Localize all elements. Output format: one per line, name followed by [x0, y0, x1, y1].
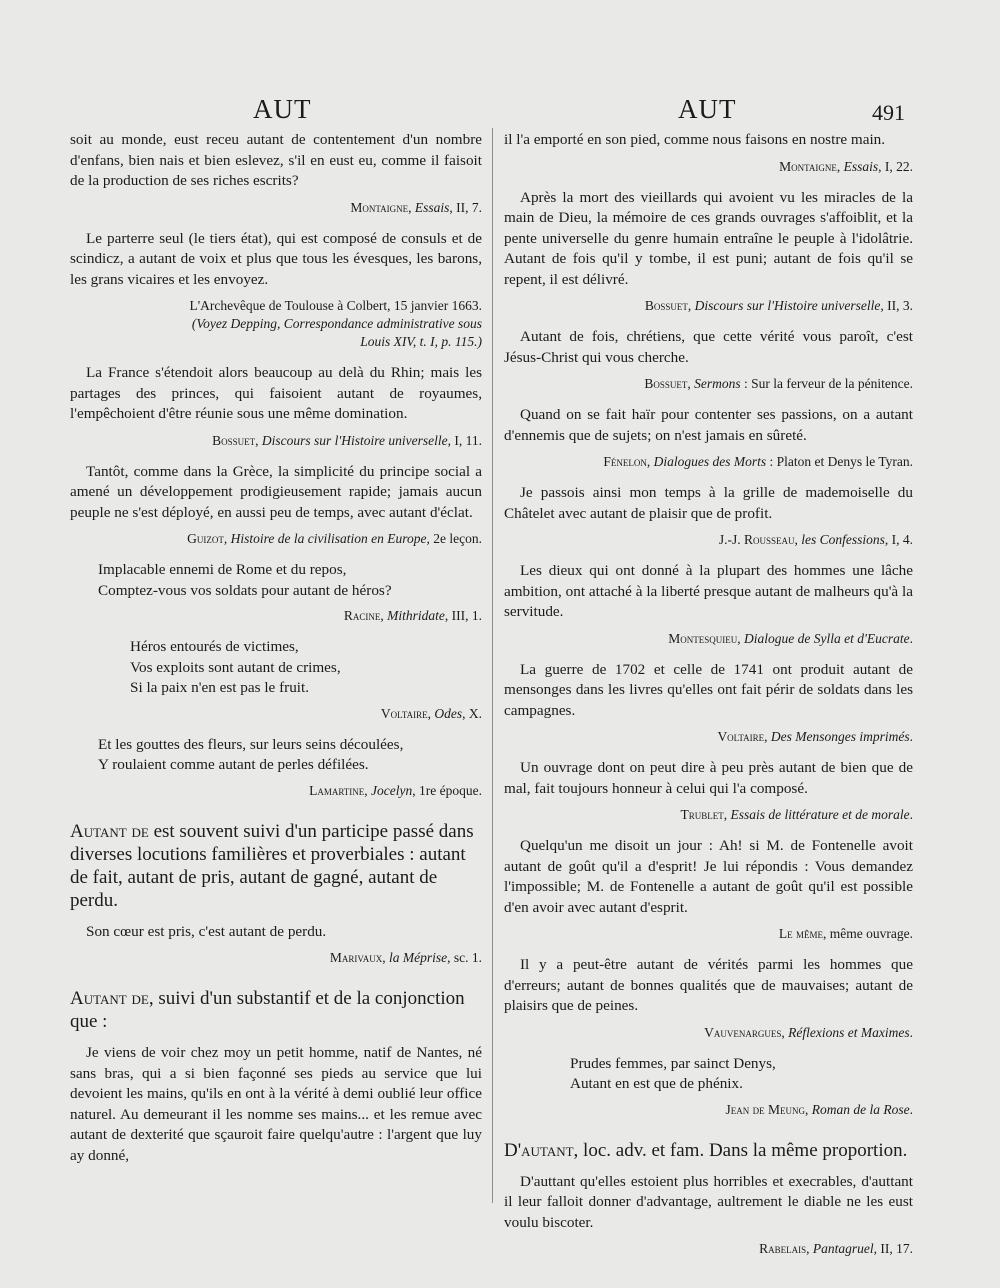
quotation: La guerre de 1702 et celle de 1741 ont produit autant de mensonges dans les livres qu'elles ont fait périr de soldats dans les campagnes.	[504, 660, 913, 719]
verse-line: Autant en est que de phénix.	[570, 1075, 743, 1092]
citation-work: Roman de la Rose	[811, 1101, 910, 1117]
citation: Voltaire, Odes, X.	[380, 705, 482, 721]
left-column	[70, 130, 482, 1173]
citation-author: Montaigne	[350, 199, 409, 215]
running-head-right: AUT	[678, 94, 737, 124]
citation-line: L'Archevêque de Toulouse à Colbert, 15 janvier 1663.	[189, 298, 482, 313]
quotation: D'auttant qu'elles estoient plus horribles et execrables, d'auttant il leur falloit donner d'advantage, aultrement le diable ne les eust voulu biscoter.	[504, 1172, 913, 1231]
citation-work: Pantagruel	[812, 1241, 874, 1256]
citation-author: Voltaire	[380, 705, 428, 721]
citation: Guizot, Histoire de la civilisation en Europe, 2e leçon.	[187, 531, 482, 546]
citation-work: Essais de littérature et de morale	[730, 807, 910, 822]
citation: Lamartine, Jocelyn, 1re époque.	[309, 782, 482, 798]
citation-author: Vauvenargues	[704, 1024, 782, 1040]
citation: Vauvenargues, Réflexions et Maximes.	[704, 1024, 913, 1040]
citation-work: Jocelyn	[371, 782, 413, 798]
citation: Marivaux, la Méprise, sc. 1.	[329, 950, 482, 965]
citation-author: Racine	[343, 608, 381, 623]
citation-author: Guizot	[187, 531, 224, 546]
citation: Fénelon, Dialogues des Morts : Platon et Denys le Tyran.	[603, 454, 913, 469]
citation-author: Bossuet	[644, 298, 688, 313]
citation	[70, 297, 482, 351]
citation-line: (Voyez Depping, Correspondance administrative sous	[191, 316, 482, 331]
verse-line: Vos exploits sont autant de crimes,	[130, 658, 341, 676]
citation-ref: , II, 17.	[873, 1241, 913, 1256]
citation-ref: .	[909, 807, 913, 822]
citation: Racine, Mithridate, III, 1.	[343, 608, 482, 623]
citation-work: la Méprise	[389, 950, 448, 965]
usage-heading	[70, 820, 482, 912]
quotation: Quand on se fait haïr pour contenter ses passions, on a autant d'ennemis que de sujets; on n'est jamais en sûreté.	[504, 406, 913, 444]
citation-work: Odes	[434, 705, 463, 721]
quotation: La France s'étendoit alors beaucoup au delà du Rhin; mais les partages des princes, qui faisoient autant de royaumes, l'empêchoient d'être réunie sous une même domination.	[70, 364, 482, 422]
citation-work: Histoire de la civilisation en Europe	[230, 531, 427, 546]
citation-ref: .	[909, 630, 913, 646]
column-divider	[492, 128, 493, 1203]
usage-note: , suivi d'un substantif et de la conjonction que :	[70, 988, 465, 1032]
headword: D'autant	[504, 1139, 574, 1161]
citation-author: Montesquieu	[668, 630, 738, 646]
quotation: Tantôt, comme dans la Grèce, la simplicité du principe social a amené un développement prodigieusement rapide; jamais aucun peuple ne s'est déployé, en aussi peu de temps, avec autant d'éclat.	[70, 462, 482, 521]
verse-quotation	[70, 735, 482, 776]
citation-ref: .	[909, 1101, 913, 1117]
usage-heading	[70, 987, 482, 1033]
citation: Voltaire, Des Mensonges imprimés.	[717, 729, 913, 744]
citation-work: Dialogue de Sylla et d'Eucrate	[744, 630, 910, 646]
citation-author: Lamartine	[309, 782, 365, 798]
running-head-left: AUT	[253, 94, 312, 124]
quotation: Le parterre seul (le tiers état), qui est composé de consuls et de scindicz, a autant de voix et plus que tous les évesques, les barons, les grans vicaires et les envoyez.	[70, 229, 482, 288]
citation-ref: , I, 11.	[447, 432, 482, 448]
citation-ref: , même ouvrage.	[823, 926, 913, 941]
page-number: 491	[872, 100, 905, 125]
citation-ref: , II, 7.	[449, 199, 482, 215]
citation: J.-J. Rousseau, les Confessions, I, 4.	[718, 532, 913, 547]
citation: Rabelais, Pantagruel, II, 17.	[759, 1241, 913, 1256]
citation-ref: , I, 22.	[878, 158, 913, 174]
citation-author: Bossuet	[212, 432, 256, 448]
verse-quotation	[504, 1054, 913, 1095]
citation-ref: , sc. 1.	[447, 950, 482, 965]
citation-work: Sermons	[694, 376, 741, 391]
citation-author: Le même	[778, 926, 824, 941]
quotation: soit au monde, eust receu autant de contentement d'un nombre d'enfans, bien nais et bien eslevez, s'il en eust eu, comme il faisoit de la production de ses riches escrits?	[70, 131, 482, 189]
citation-ref: , 2e leçon.	[426, 531, 482, 546]
citation-work: Réflexions et Maximes	[788, 1024, 910, 1040]
usage-note: , loc. adv. et fam. Dans la même proportion.	[573, 1139, 908, 1161]
citation-author: Bossuet	[644, 376, 688, 391]
citation-work: Mithridate	[387, 608, 445, 623]
citation	[504, 925, 913, 943]
citation-ref: : Sur la ferveur de la pénitence.	[740, 376, 913, 391]
citation: Trublet, Essais de littérature et de morale.	[680, 807, 913, 822]
headword: Autant de	[70, 820, 149, 842]
quotation: Son cœur est pris, c'est autant de perdu.	[86, 922, 327, 940]
citation-line: Louis XIV, t. I, p. 115.)	[360, 334, 482, 349]
citation: Bossuet, Discours sur l'Histoire universelle, I, 11.	[212, 432, 482, 448]
verse-line: Héros entourés de victimes,	[130, 638, 299, 655]
citation-ref: , I, 4.	[884, 532, 913, 547]
quotation: il l'a emporté en son pied, comme nous faisons en nostre main.	[504, 131, 886, 148]
citation-work: Essais	[414, 199, 450, 215]
citation-ref: .	[909, 1024, 913, 1040]
right-column	[504, 130, 913, 1270]
citation-author: Jean de Meung	[725, 1101, 806, 1117]
verse-line: Et les gouttes des fleurs, sur leurs seins découlées,	[98, 735, 404, 753]
quotation: Les dieux qui ont donné à la plupart des hommes une lâche ambition, ont attaché à la liberté presque autant de malheurs qu'à la servitude.	[504, 562, 913, 620]
quotation: Autant de fois, chrétiens, que cette vérité vous paroît, c'est Jésus-Christ qui vous cherche.	[504, 328, 913, 366]
citation-author: Voltaire	[717, 729, 765, 744]
quotation: Je viens de voir chez moy un petit homme, natif de Nantes, né sans bras, qui a si bien façonné ses pieds au service que lui devoient les mains, qu'ils en ont à la vérité à demi oublié leur office naturel. Au demeurant il les nomme ses mains... et les remue avec autant de dexterité que sçauroit faire quelqu'autre : l'argent que luy ay donné,	[70, 1044, 482, 1164]
verse-line: Si la paix n'en est pas le fruit.	[130, 679, 310, 696]
citation-ref: , II, 3.	[880, 298, 913, 313]
quotation: Un ouvrage dont on peut dire à peu près autant de bien que de mal, fait toujours honneur à celui qui l'a composé.	[504, 759, 913, 797]
citation-ref: , 1re époque.	[412, 782, 482, 798]
citation-author: Trublet	[680, 807, 724, 822]
citation-ref: .	[909, 729, 913, 744]
citation-ref: , X.	[462, 705, 482, 721]
citation-ref: : Platon et Denys le Tyran.	[766, 454, 913, 469]
citation-work: Discours sur l'Histoire universelle	[261, 432, 448, 448]
quotation: Je passois ainsi mon temps à la grille de mademoiselle du Châtelet avec autant de plaisir que de profit.	[504, 484, 913, 522]
headword: Autant de	[70, 988, 149, 1009]
citation: Montaigne, Essais, II, 7.	[350, 199, 482, 215]
verse-line: Prudes femmes, par sainct Denys,	[570, 1054, 776, 1072]
usage-note: est souvent suivi d'un participe passé dans diverses locutions familières et proverbiales : autant de fait, autant de pris, autant de gagné, autant de perdu.	[70, 820, 474, 911]
citation-work: Discours sur l'Histoire universelle	[694, 298, 881, 313]
citation: Jean de Meung, Roman de la Rose.	[725, 1101, 913, 1117]
citation-work: les Confessions	[801, 532, 885, 547]
verse-quotation	[70, 637, 482, 699]
citation-author: Montaigne	[779, 158, 837, 174]
citation-work: Essais	[843, 158, 879, 174]
citation-author: Fénelon	[603, 454, 647, 469]
citation-work: Dialogues des Morts	[653, 454, 767, 469]
citation-work: Des Mensonges imprimés	[770, 729, 910, 744]
citation: Bossuet, Sermons : Sur la ferveur de la pénitence.	[644, 376, 913, 391]
quotation: Il y a peut-être autant de vérités parmi les hommes que d'erreurs; autant de bonnes qualités que de mauvaises; autant de plaisirs que de peines.	[504, 956, 913, 1014]
verse-line: Y roulaient comme autant de perles défilées.	[98, 756, 369, 773]
citation: Montaigne, Essais, I, 22.	[779, 158, 913, 174]
citation-author: Marivaux	[329, 950, 383, 965]
usage-heading	[504, 1139, 913, 1162]
citation: Montesquieu, Dialogue de Sylla et d'Eucrate.	[668, 630, 913, 646]
citation-author: J.-J. Rousseau	[718, 532, 795, 547]
citation: Bossuet, Discours sur l'Histoire universelle, II, 3.	[644, 298, 913, 313]
quotation: Quelqu'un me disoit un jour : Ah! si M. de Fontenelle avoit autant de goût qu'il a d'esprit! Je lui répondis : Vous demandez l'impossible; M. de Fontenelle a autant de goût qu'il est possible d'en avoir avec autant d'esprit.	[504, 837, 913, 916]
citation-author: Rabelais	[759, 1241, 807, 1256]
verse-quotation	[70, 560, 482, 601]
verse-line: Implacable ennemi de Rome et du repos,	[98, 561, 347, 578]
citation-ref: , III, 1.	[444, 608, 482, 623]
quotation: Après la mort des vieillards qui avoient vu les miracles de la main de Dieu, la mémoire de ces grands ouvrages s'affoiblit, et la pente universelle du genre humain entraîne le peuple à l'idolâtrie. Autant de fois qu'il y tombe, il est puni; autant de fois qu'il se repent, il est délivré.	[504, 188, 913, 288]
verse-line: Comptez-vous vos soldats pour autant de héros?	[98, 581, 392, 599]
